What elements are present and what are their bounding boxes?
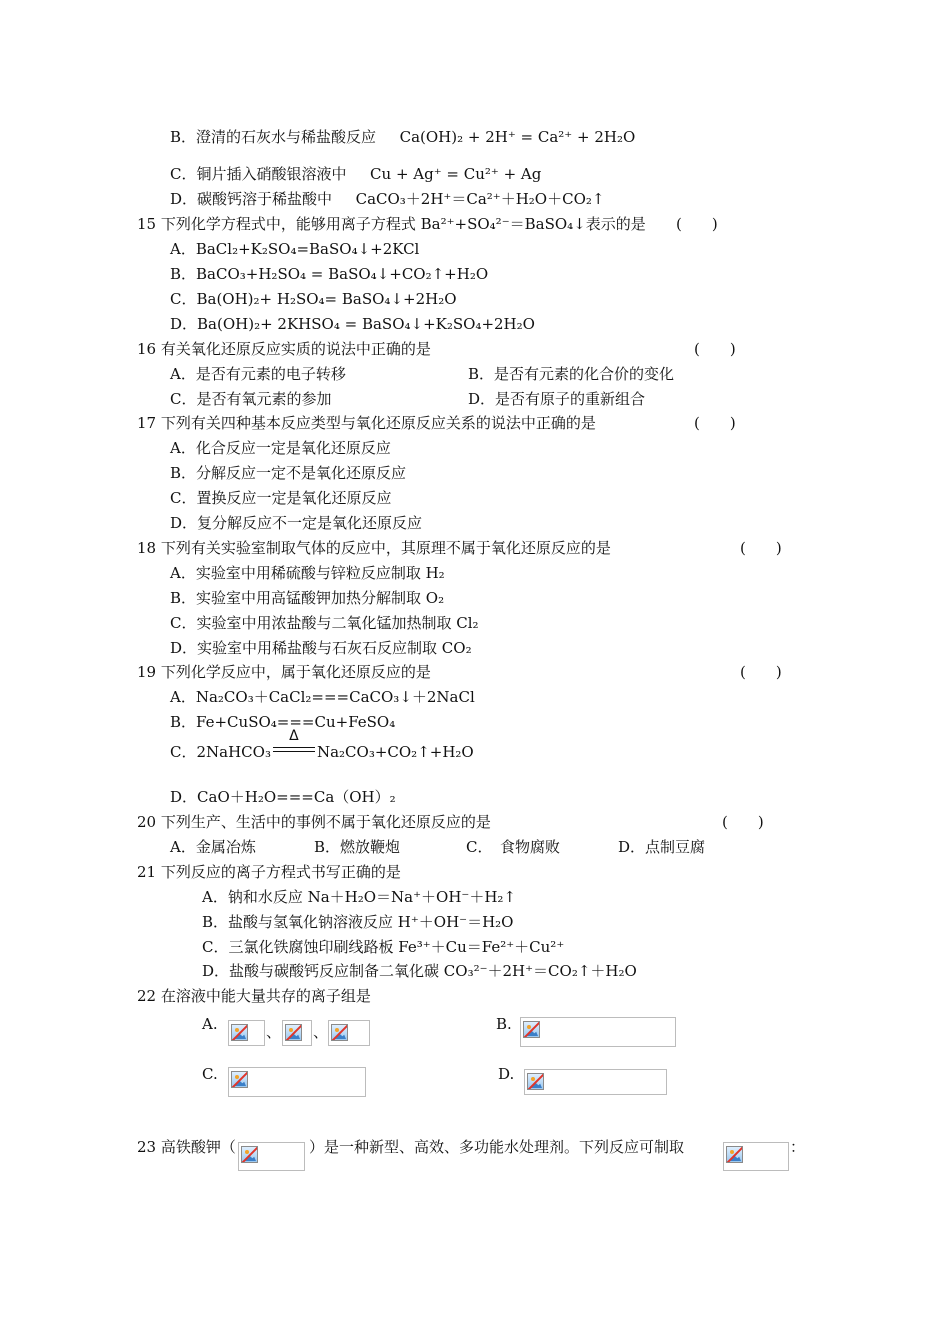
q22-option-a-image-1 (228, 1020, 265, 1046)
q22-option-a-separator-1: 、 (266, 1023, 282, 1041)
q16-answer-paren: ( ) (694, 340, 736, 358)
q23-stem-start: 23 高铁酸钾（ (137, 1138, 236, 1156)
q17-option-d: D．复分解反应不一定是氧化还原反应 (170, 514, 423, 532)
q14-option-c-label: C．铜片插入硝酸银溶液中 (170, 165, 347, 183)
q17-option-a: A．化合反应一定是氧化还原反应 (170, 439, 391, 457)
broken-image-icon (285, 1024, 302, 1041)
q22-option-b-image (520, 1017, 676, 1047)
q17-answer-paren: ( ) (694, 414, 736, 432)
q19-option-c (170, 728, 474, 762)
q17-stem: 17 下列有关四种基本反应类型与氧化还原反应关系的说法中正确的是 (137, 414, 596, 432)
q18-answer-paren: ( ) (740, 539, 782, 557)
q20-option-d: D．点制豆腐 (618, 838, 706, 856)
q22-option-d-image (524, 1069, 667, 1095)
broken-image-icon (231, 1024, 248, 1041)
q15-option-a: A．BaCl₂+K₂SO₄=BaSO₄↓+2KCl (170, 240, 420, 258)
q18-option-b: B．实验室中用高锰酸钾加热分解制取 O₂ (170, 589, 445, 607)
q19-option-a: A．Na₂CO₃＋CaCl₂===CaCO₃↓＋2NaCl (170, 688, 475, 706)
q18-option-a: A．实验室中用稀硫酸与锌粒反应制取 H₂ (170, 564, 445, 582)
q14-option-c-equation: Cu + Ag⁺ = Cu²⁺ + Ag (370, 165, 542, 183)
q15-stem: 15 下列化学方程式中，能够用离子方程式 Ba²⁺+SO₄²⁻＝BaSO₄↓表示的是 (137, 215, 646, 233)
q18-stem: 18 下列有关实验室制取气体的反应中，其原理不属于氧化还原反应的是 (137, 539, 611, 557)
q23-formula-image-2 (723, 1142, 789, 1171)
q23-formula-image-1 (238, 1142, 305, 1171)
reaction-arrow (271, 728, 317, 762)
q22-option-b-label: B. (496, 1015, 512, 1033)
q16-option-c: C．是否有氧元素的参加 (170, 390, 332, 408)
q20-option-a: A．金属冶炼 (170, 838, 256, 856)
broken-image-icon (231, 1071, 248, 1088)
q22-option-a-image-3 (328, 1020, 370, 1046)
q22-option-c-label: C. (202, 1065, 218, 1083)
broken-image-icon (726, 1146, 743, 1163)
q21-stem: 21 下列反应的离子方程式书写正确的是 (137, 863, 401, 881)
q19-option-c-reactant: C．2NaHCO₃ (170, 743, 271, 761)
q15-option-d: D．Ba(OH)₂+ 2KHSO₄ = BaSO₄↓+K₂SO₄+2H₂O (170, 315, 535, 333)
q22-option-a-label: A. (202, 1015, 218, 1033)
q22-option-a-separator-2: 、 (313, 1023, 329, 1041)
q19-option-b: B．Fe+CuSO₄===Cu+FeSO₄ (170, 713, 396, 731)
broken-image-icon (331, 1024, 348, 1041)
q18-option-d: D．实验室中用稀盐酸与石灰石反应制取 CO₂ (170, 639, 472, 657)
broken-image-icon (527, 1073, 544, 1090)
q15-answer-paren: ( ) (676, 215, 718, 233)
q21-option-b: B．盐酸与氢氧化钠溶液反应 H⁺＋OH⁻＝H₂O (202, 913, 514, 931)
heat-condition: Δ (289, 728, 299, 744)
q14-option-d-label: D．碳酸钙溶于稀盐酸中 (170, 190, 333, 208)
q14-option-b-label: B．澄清的石灰水与稀盐酸反应 (170, 128, 377, 146)
q19-option-c-products: Na₂CO₃+CO₂↑+H₂O (316, 743, 474, 761)
q16-option-d: D．是否有原子的重新组合 (468, 390, 646, 408)
q15-option-b: B．BaCO₃+H₂SO₄ = BaSO₄↓+CO₂↑+H₂O (170, 265, 489, 283)
q17-option-b: B．分解反应一定不是氧化还原反应 (170, 464, 407, 482)
q20-option-b: B．燃放鞭炮 (314, 838, 401, 856)
broken-image-icon (523, 1021, 540, 1038)
q22-option-a-image-2 (282, 1020, 312, 1046)
broken-image-icon (241, 1146, 258, 1163)
q22-stem: 22 在溶液中能大量共存的离子组是 (137, 987, 371, 1005)
q14-option-d (170, 189, 604, 209)
q21-option-a: A．钠和水反应 Na＋H₂O＝Na⁺＋OH⁻＋H₂↑ (202, 888, 517, 906)
q21-option-d: D．盐酸与碳酸钙反应制备二氧化碳 CO₃²⁻＋2H⁺＝CO₂↑＋H₂O (202, 962, 637, 980)
q16-option-a: A．是否有元素的电子转移 (170, 365, 346, 383)
q14-option-b (170, 127, 635, 147)
q19-stem: 19 下列化学反应中，属于氧化还原反应的是 (137, 663, 431, 681)
q18-option-c: C．实验室中用浓盐酸与二氧化锰加热制取 Cl₂ (170, 614, 479, 632)
q22-option-c-image (228, 1067, 366, 1097)
q22-option-d-label: D. (498, 1065, 515, 1083)
q14-option-b-equation: Ca(OH)₂ + 2H⁺ = Ca²⁺ + 2H₂O (399, 128, 636, 146)
q20-option-c: C． 食物腐败 (466, 838, 560, 856)
q20-answer-paren: ( ) (722, 813, 764, 831)
q20-stem: 20 下列生产、生活中的事例不属于氧化还原反应的是 (137, 813, 491, 831)
q19-option-d: D．CaO＋H₂O===Ca（OH）₂ (170, 788, 396, 806)
q19-answer-paren: ( ) (740, 663, 782, 681)
q23-stem-end: ： (790, 1138, 806, 1156)
q14-option-d-equation: CaCO₃＋2H⁺＝Ca²⁺＋H₂O＋CO₂↑ (355, 190, 605, 208)
q16-option-b: B．是否有元素的化合价的变化 (468, 365, 675, 383)
q21-option-c: C．三氯化铁腐蚀印刷线路板 Fe³⁺＋Cu＝Fe²⁺＋Cu²⁺ (202, 938, 565, 956)
q16-stem: 16 有关氧化还原反应实质的说法中正确的是 (137, 340, 431, 358)
q17-option-c: C．置换反应一定是氧化还原反应 (170, 489, 392, 507)
q15-option-c: C．Ba(OH)₂+ H₂SO₄= BaSO₄↓+2H₂O (170, 290, 457, 308)
q23-stem-middle: ）是一种新型、高效、多功能水处理剂。下列反应可制取 (309, 1138, 685, 1156)
q14-option-c (170, 164, 541, 184)
